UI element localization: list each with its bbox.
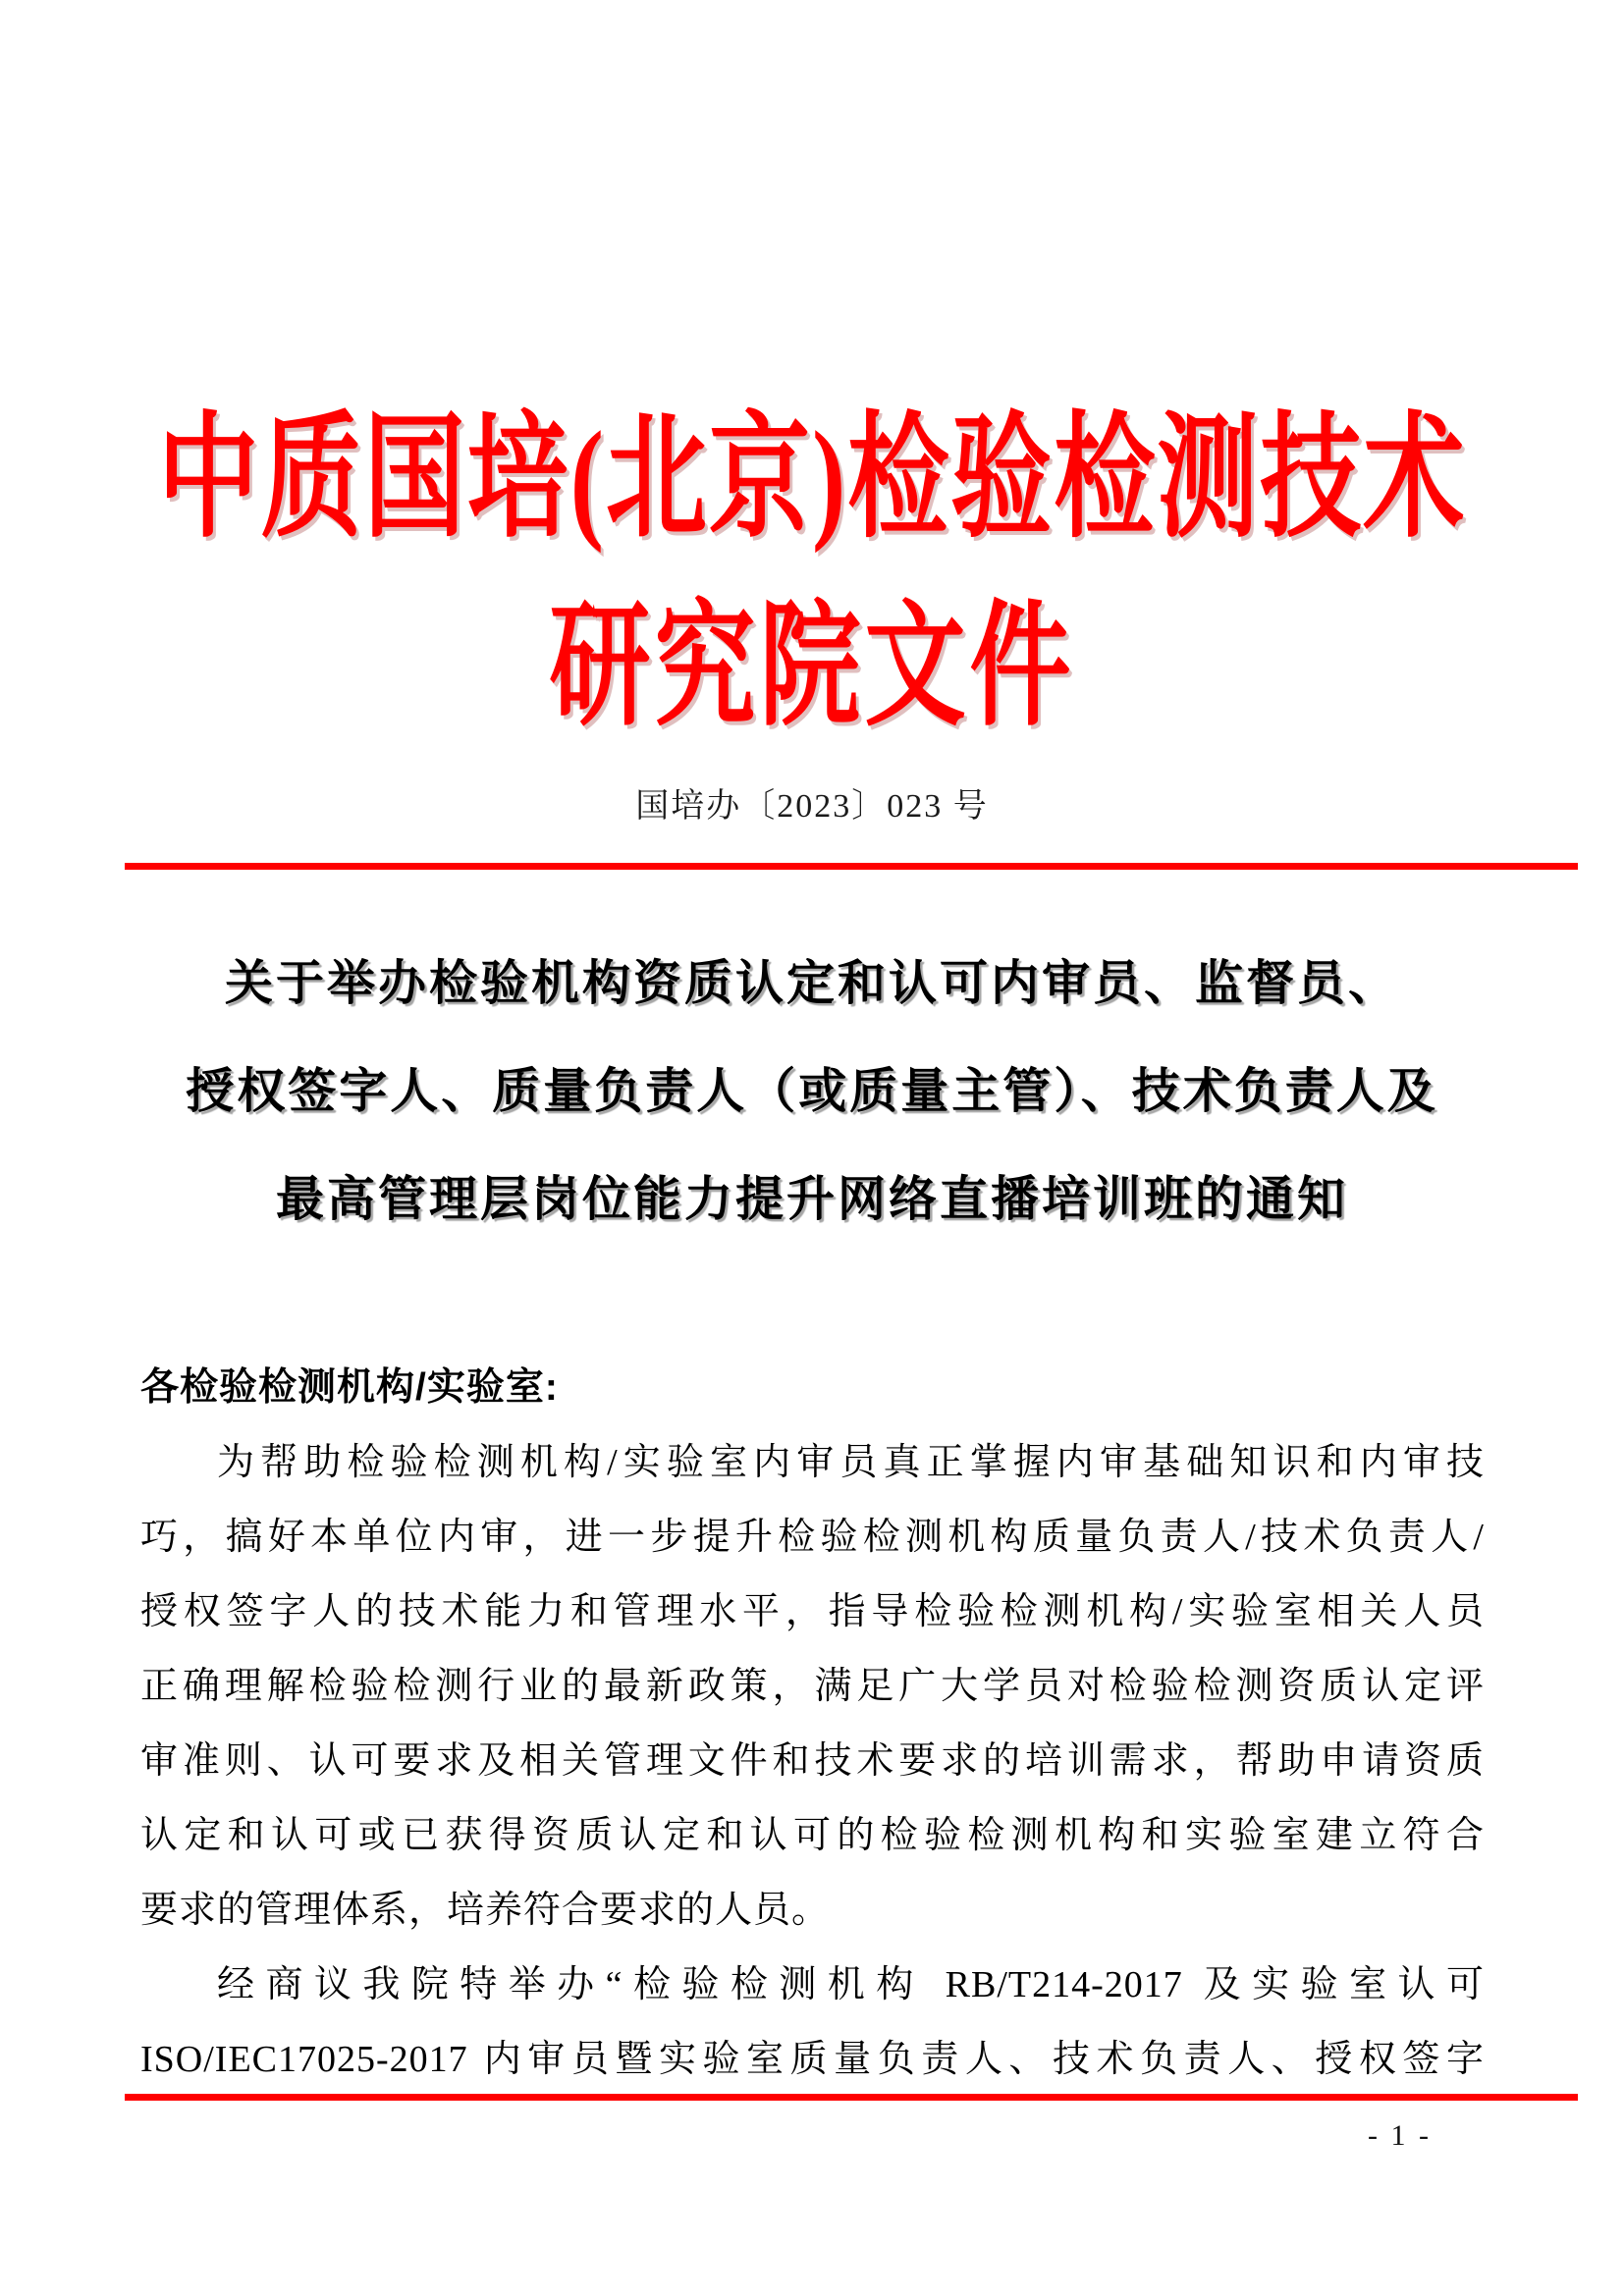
body-text-line: 要求的管理体系，培养符合要求的人员。 — [140, 1890, 831, 1931]
letterhead-title-line1: 中质国培(北京)检验检测技术 — [157, 403, 1467, 555]
page-number: - 1 - — [1368, 2119, 1432, 2152]
body-text — [140, 1351, 1485, 2097]
body-text-line: 为帮助检验检测机构/实验室内审员真正掌握内审基础知识和内审技 — [217, 1442, 1485, 1483]
body-text-line: ISO/IEC17025-2017 内审员暨实验室质量负责人、技术负责人、授权签字 — [140, 2039, 1485, 2080]
subject-title-line: 关于举办检验机构资质认定和认可内审员、监督员、 — [224, 956, 1399, 1010]
letterhead-title-line2: 研究院文件 — [549, 592, 1075, 743]
body-text-line: 正确理解检验检测行业的最新政策，满足广大学员对检验检测资质认定评 — [140, 1666, 1485, 1707]
body-text-line: 巧，搞好本单位内审，进一步提升检验检测机构质量负责人/技术负责人/ — [140, 1517, 1485, 1558]
subject-title-line: 授权签字人、质量负责人（或质量主管）、技术负责人及 — [186, 1064, 1438, 1118]
header-divider-rule — [125, 863, 1578, 870]
subject-title-line: 最高管理层岗位能力提升网络直播培训班的通知 — [275, 1172, 1348, 1226]
body-text-line: 审准则、认可要求及相关管理文件和技术要求的培训需求，帮助申请资质 — [140, 1740, 1485, 1782]
salutation: 各检验检测机构/实验室: — [140, 1366, 559, 1409]
subject-title — [79, 930, 1545, 1254]
body-text-line: 认定和认可或已获得资质认定和认可的检验检测机构和实验室建立符合 — [140, 1815, 1485, 1856]
body-text-line: 经商议我院特举办“检验检测机构 RB/T214-2017 及实验室认可 — [217, 1964, 1485, 2005]
document-number: 国培办〔2023〕023 号 — [635, 788, 989, 825]
body-paragraph-lines — [140, 1425, 1485, 2097]
body-text-line: 授权签字人的技术能力和管理水平，指导检验检测机构/实验室相关人员 — [140, 1591, 1485, 1632]
footer-divider-rule — [125, 2094, 1578, 2101]
